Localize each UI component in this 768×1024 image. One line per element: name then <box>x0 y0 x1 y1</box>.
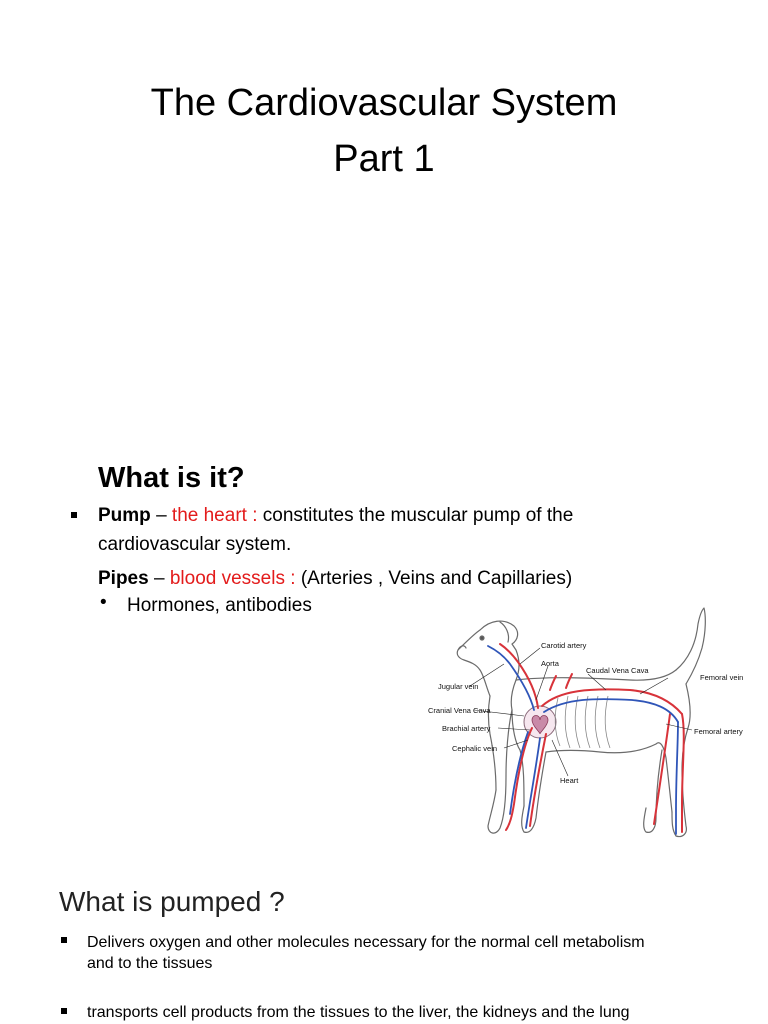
label-jugular-vein: Jugular vein <box>438 682 479 691</box>
sub-bullet-hormones: Hormones, antibodies <box>127 595 312 616</box>
slide-title: The Cardiovascular System <box>150 82 618 124</box>
veins <box>488 646 678 834</box>
label-brachial-artery: Brachial artery <box>442 724 491 733</box>
label-femoral-artery: Femoral artery <box>694 727 743 736</box>
pipes-line <box>98 565 658 593</box>
square-bullet-icon <box>61 937 67 943</box>
label-aorta: Aorta <box>541 659 559 668</box>
label-leaders <box>470 648 692 776</box>
pump-label: Pump <box>98 505 151 526</box>
square-bullet-icon <box>61 1008 67 1014</box>
pump-description-line2: cardiovascular system. <box>98 534 292 555</box>
bullet-delivers-oxygen: Delivers oxygen and other molecules necessary for the normal cell metabolism <box>87 934 645 951</box>
square-bullet-icon <box>71 512 77 518</box>
section-heading-what-is-pumped: What is pumped ? <box>59 886 285 917</box>
pipes-description: (Arteries , Veins and Capillaries) <box>300 568 573 589</box>
pump-highlight: the heart : <box>171 505 258 526</box>
label-femoral-vein: Femoral vein <box>700 673 744 682</box>
label-carotid-artery: Carotid artery <box>541 641 587 650</box>
pipes-dash: – <box>153 568 165 589</box>
label-cranial-vena-cava: Cranial Vena Cava <box>428 706 491 715</box>
dog-circulatory-diagram <box>420 604 760 850</box>
round-bullet-icon: • <box>100 592 107 613</box>
pump-bullet <box>98 502 658 530</box>
section-heading-what-is-it: What is it? <box>98 462 245 494</box>
label-heart: Heart <box>560 776 579 785</box>
slide-subtitle: Part 1 <box>333 138 435 180</box>
bullet-delivers-oxygen-line2: and to the tissues <box>87 955 213 972</box>
pump-dash: – <box>156 505 167 526</box>
bullet-transports-cell-products: transports cell products from the tissues to the liver, the kidneys and the lung <box>87 1004 630 1021</box>
pump-description: constitutes the muscular pump of the <box>262 505 574 526</box>
pipes-highlight: blood vessels : <box>169 568 296 589</box>
pipes-label: Pipes <box>98 568 149 589</box>
label-caudal-vena-cava: Caudal Vena Cava <box>586 666 649 675</box>
label-cephalic-vein: Cephalic vein <box>452 744 498 753</box>
